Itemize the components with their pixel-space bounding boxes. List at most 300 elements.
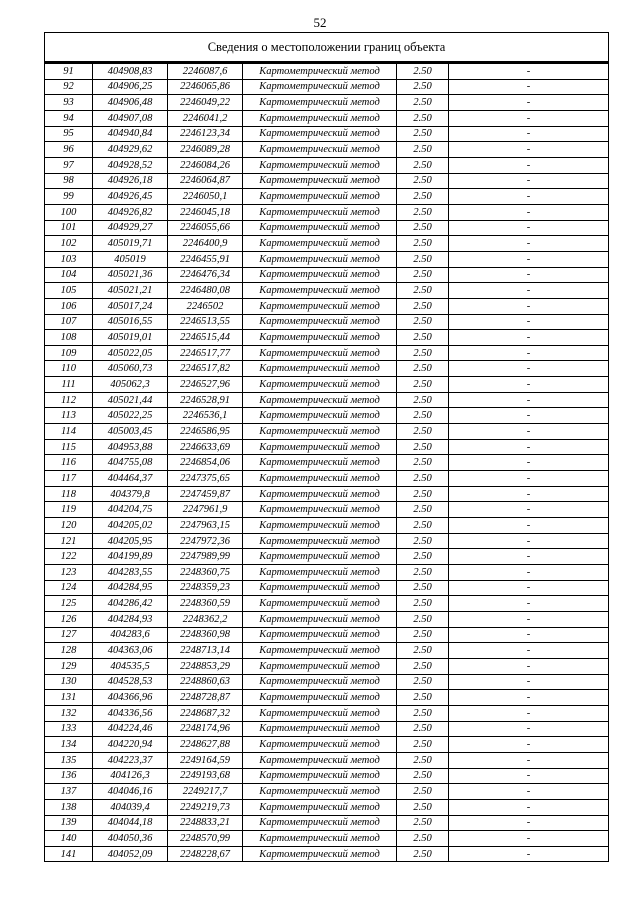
- point-number-cell: 139: [45, 815, 93, 831]
- description-cell: -: [449, 110, 609, 126]
- accuracy-cell: 2.50: [397, 204, 449, 220]
- y-coordinate-cell: 2246050,1: [168, 189, 243, 205]
- method-cell: Картометрический метод: [243, 611, 397, 627]
- table-row: [45, 189, 609, 205]
- method-cell: Картометрический метод: [243, 298, 397, 314]
- description-cell: -: [449, 784, 609, 800]
- x-coordinate-cell: 404926,18: [93, 173, 168, 189]
- y-coordinate-cell: 2249164,59: [168, 752, 243, 768]
- method-cell: Картометрический метод: [243, 737, 397, 753]
- description-cell: -: [449, 565, 609, 581]
- method-cell: Картометрический метод: [243, 502, 397, 518]
- description-cell: -: [449, 220, 609, 236]
- x-coordinate-cell: 404464,37: [93, 471, 168, 487]
- point-number-cell: 106: [45, 298, 93, 314]
- y-coordinate-cell: 2246513,55: [168, 314, 243, 330]
- point-number-cell: 92: [45, 79, 93, 95]
- y-coordinate-cell: 2246055,66: [168, 220, 243, 236]
- table-row: [45, 768, 609, 784]
- description-cell: -: [449, 502, 609, 518]
- accuracy-cell: 2.50: [397, 815, 449, 831]
- y-coordinate-cell: 2248359,23: [168, 580, 243, 596]
- x-coordinate-cell: 404286,42: [93, 596, 168, 612]
- x-coordinate-cell: 404205,95: [93, 533, 168, 549]
- description-cell: -: [449, 79, 609, 95]
- accuracy-cell: 2.50: [397, 658, 449, 674]
- y-coordinate-cell: 2246633,69: [168, 439, 243, 455]
- point-number-cell: 105: [45, 283, 93, 299]
- table-row: [45, 173, 609, 189]
- accuracy-cell: 2.50: [397, 345, 449, 361]
- table-row: [45, 283, 609, 299]
- table-row: [45, 611, 609, 627]
- table-row: [45, 408, 609, 424]
- method-cell: Картометрический метод: [243, 189, 397, 205]
- method-cell: Картометрический метод: [243, 674, 397, 690]
- accuracy-cell: 2.50: [397, 79, 449, 95]
- y-coordinate-cell: 2246480,08: [168, 283, 243, 299]
- point-number-cell: 120: [45, 518, 93, 534]
- method-cell: Картометрический метод: [243, 392, 397, 408]
- y-coordinate-cell: 2246049,22: [168, 95, 243, 111]
- description-cell: -: [449, 596, 609, 612]
- accuracy-cell: 2.50: [397, 799, 449, 815]
- table-title: Сведения о местоположении границ объекта: [45, 33, 609, 63]
- point-number-cell: 93: [45, 95, 93, 111]
- method-cell: Картометрический метод: [243, 157, 397, 173]
- description-cell: -: [449, 251, 609, 267]
- accuracy-cell: 2.50: [397, 611, 449, 627]
- method-cell: Картометрический метод: [243, 330, 397, 346]
- method-cell: Картометрический метод: [243, 408, 397, 424]
- point-number-cell: 102: [45, 236, 93, 252]
- table-row: [45, 439, 609, 455]
- method-cell: Картометрический метод: [243, 705, 397, 721]
- x-coordinate-cell: 404046,16: [93, 784, 168, 800]
- y-coordinate-cell: 2247375,65: [168, 471, 243, 487]
- x-coordinate-cell: 405016,55: [93, 314, 168, 330]
- accuracy-cell: 2.50: [397, 361, 449, 377]
- description-cell: -: [449, 831, 609, 847]
- accuracy-cell: 2.50: [397, 518, 449, 534]
- description-cell: -: [449, 799, 609, 815]
- x-coordinate-cell: 405019: [93, 251, 168, 267]
- accuracy-cell: 2.50: [397, 455, 449, 471]
- x-coordinate-cell: 405021,36: [93, 267, 168, 283]
- accuracy-cell: 2.50: [397, 63, 449, 80]
- y-coordinate-cell: 2246087,6: [168, 63, 243, 80]
- accuracy-cell: 2.50: [397, 690, 449, 706]
- description-cell: -: [449, 408, 609, 424]
- x-coordinate-cell: 404283,55: [93, 565, 168, 581]
- x-coordinate-cell: 404044,18: [93, 815, 168, 831]
- x-coordinate-cell: 404906,25: [93, 79, 168, 95]
- accuracy-cell: 2.50: [397, 314, 449, 330]
- description-cell: -: [449, 627, 609, 643]
- description-cell: -: [449, 658, 609, 674]
- accuracy-cell: 2.50: [397, 439, 449, 455]
- point-number-cell: 115: [45, 439, 93, 455]
- description-cell: -: [449, 345, 609, 361]
- point-number-cell: 118: [45, 486, 93, 502]
- accuracy-cell: 2.50: [397, 643, 449, 659]
- page-number: 52: [313, 15, 327, 30]
- method-cell: Картометрический метод: [243, 690, 397, 706]
- point-number-cell: 134: [45, 737, 93, 753]
- y-coordinate-cell: 2246045,18: [168, 204, 243, 220]
- description-cell: -: [449, 611, 609, 627]
- point-number-cell: 103: [45, 251, 93, 267]
- x-coordinate-cell: 404929,27: [93, 220, 168, 236]
- method-cell: Картометрический метод: [243, 596, 397, 612]
- y-coordinate-cell: 2246455,91: [168, 251, 243, 267]
- x-coordinate-cell: 404126,3: [93, 768, 168, 784]
- point-number-cell: 135: [45, 752, 93, 768]
- accuracy-cell: 2.50: [397, 486, 449, 502]
- description-cell: -: [449, 690, 609, 706]
- accuracy-cell: 2.50: [397, 705, 449, 721]
- table-row: [45, 142, 609, 158]
- y-coordinate-cell: 2246517,82: [168, 361, 243, 377]
- table-row: [45, 721, 609, 737]
- method-cell: Картометрический метод: [243, 799, 397, 815]
- point-number-cell: 94: [45, 110, 93, 126]
- x-coordinate-cell: 404336,56: [93, 705, 168, 721]
- accuracy-cell: 2.50: [397, 580, 449, 596]
- table-row: [45, 392, 609, 408]
- method-cell: Картометрический метод: [243, 267, 397, 283]
- y-coordinate-cell: 2247963,15: [168, 518, 243, 534]
- y-coordinate-cell: 2246536,1: [168, 408, 243, 424]
- x-coordinate-cell: 404926,45: [93, 189, 168, 205]
- table-row: [45, 784, 609, 800]
- accuracy-cell: 2.50: [397, 565, 449, 581]
- description-cell: -: [449, 815, 609, 831]
- point-number-cell: 129: [45, 658, 93, 674]
- method-cell: Картометрический метод: [243, 549, 397, 565]
- x-coordinate-cell: 404039,4: [93, 799, 168, 815]
- point-number-cell: 132: [45, 705, 93, 721]
- table-row: [45, 674, 609, 690]
- x-coordinate-cell: 405062,3: [93, 377, 168, 393]
- y-coordinate-cell: 2248687,32: [168, 705, 243, 721]
- table-row: [45, 815, 609, 831]
- method-cell: Картометрический метод: [243, 815, 397, 831]
- description-cell: -: [449, 173, 609, 189]
- point-number-cell: 95: [45, 126, 93, 142]
- y-coordinate-cell: 2246041,2: [168, 110, 243, 126]
- x-coordinate-cell: 404929,62: [93, 142, 168, 158]
- method-cell: Картометрический метод: [243, 518, 397, 534]
- x-coordinate-cell: 404050,36: [93, 831, 168, 847]
- table-row: [45, 95, 609, 111]
- x-coordinate-cell: 404907,08: [93, 110, 168, 126]
- method-cell: Картометрический метод: [243, 173, 397, 189]
- y-coordinate-cell: 2246586,95: [168, 424, 243, 440]
- description-cell: -: [449, 439, 609, 455]
- method-cell: Картометрический метод: [243, 126, 397, 142]
- table-row: [45, 110, 609, 126]
- y-coordinate-cell: 2249193,68: [168, 768, 243, 784]
- point-number-cell: 130: [45, 674, 93, 690]
- table-row: [45, 737, 609, 753]
- table-row: [45, 424, 609, 440]
- x-coordinate-cell: 404528,53: [93, 674, 168, 690]
- accuracy-cell: 2.50: [397, 298, 449, 314]
- method-cell: Картометрический метод: [243, 784, 397, 800]
- point-number-cell: 125: [45, 596, 93, 612]
- method-cell: Картометрический метод: [243, 627, 397, 643]
- table-row: [45, 236, 609, 252]
- point-number-cell: 131: [45, 690, 93, 706]
- description-cell: -: [449, 361, 609, 377]
- table-row: [45, 705, 609, 721]
- method-cell: Картометрический метод: [243, 345, 397, 361]
- table-row: [45, 471, 609, 487]
- description-cell: -: [449, 95, 609, 111]
- table-row: [45, 126, 609, 142]
- accuracy-cell: 2.50: [397, 846, 449, 862]
- method-cell: Картометрический метод: [243, 471, 397, 487]
- x-coordinate-cell: 405021,21: [93, 283, 168, 299]
- accuracy-cell: 2.50: [397, 142, 449, 158]
- x-coordinate-cell: 404224,46: [93, 721, 168, 737]
- y-coordinate-cell: 2246089,28: [168, 142, 243, 158]
- y-coordinate-cell: 2246527,96: [168, 377, 243, 393]
- y-coordinate-cell: 2248360,75: [168, 565, 243, 581]
- point-number-cell: 99: [45, 189, 93, 205]
- x-coordinate-cell: 404940,84: [93, 126, 168, 142]
- description-cell: -: [449, 392, 609, 408]
- method-cell: Картометрический метод: [243, 439, 397, 455]
- accuracy-cell: 2.50: [397, 126, 449, 142]
- accuracy-cell: 2.50: [397, 768, 449, 784]
- description-cell: -: [449, 236, 609, 252]
- accuracy-cell: 2.50: [397, 627, 449, 643]
- table-row: [45, 502, 609, 518]
- y-coordinate-cell: 2248360,59: [168, 596, 243, 612]
- accuracy-cell: 2.50: [397, 377, 449, 393]
- y-coordinate-cell: 2246517,77: [168, 345, 243, 361]
- method-cell: Картометрический метод: [243, 721, 397, 737]
- point-number-cell: 141: [45, 846, 93, 862]
- point-number-cell: 123: [45, 565, 93, 581]
- table-row: [45, 658, 609, 674]
- table-body: [45, 63, 609, 862]
- y-coordinate-cell: 2248360,98: [168, 627, 243, 643]
- x-coordinate-cell: 405003,45: [93, 424, 168, 440]
- description-cell: -: [449, 643, 609, 659]
- accuracy-cell: 2.50: [397, 95, 449, 111]
- description-cell: -: [449, 63, 609, 80]
- table-row: [45, 643, 609, 659]
- accuracy-cell: 2.50: [397, 330, 449, 346]
- method-cell: Картометрический метод: [243, 142, 397, 158]
- description-cell: -: [449, 705, 609, 721]
- accuracy-cell: 2.50: [397, 721, 449, 737]
- x-coordinate-cell: 404220,94: [93, 737, 168, 753]
- method-cell: Картометрический метод: [243, 455, 397, 471]
- description-cell: -: [449, 267, 609, 283]
- method-cell: Картометрический метод: [243, 643, 397, 659]
- method-cell: Картометрический метод: [243, 220, 397, 236]
- table-row: [45, 596, 609, 612]
- accuracy-cell: 2.50: [397, 173, 449, 189]
- table-row: [45, 455, 609, 471]
- table-row: [45, 63, 609, 80]
- point-number-cell: 128: [45, 643, 93, 659]
- method-cell: Картометрический метод: [243, 361, 397, 377]
- table-row: [45, 580, 609, 596]
- accuracy-cell: 2.50: [397, 220, 449, 236]
- accuracy-cell: 2.50: [397, 157, 449, 173]
- point-number-cell: 96: [45, 142, 93, 158]
- method-cell: Картометрический метод: [243, 251, 397, 267]
- description-cell: -: [449, 518, 609, 534]
- point-number-cell: 122: [45, 549, 93, 565]
- accuracy-cell: 2.50: [397, 110, 449, 126]
- y-coordinate-cell: 2246528,91: [168, 392, 243, 408]
- description-cell: -: [449, 737, 609, 753]
- y-coordinate-cell: 2248713,14: [168, 643, 243, 659]
- x-coordinate-cell: 404535,5: [93, 658, 168, 674]
- point-number-cell: 124: [45, 580, 93, 596]
- y-coordinate-cell: 2246515,44: [168, 330, 243, 346]
- y-coordinate-cell: 2248362,2: [168, 611, 243, 627]
- y-coordinate-cell: 2248860,63: [168, 674, 243, 690]
- table-row: [45, 220, 609, 236]
- point-number-cell: 119: [45, 502, 93, 518]
- y-coordinate-cell: 2248728,87: [168, 690, 243, 706]
- point-number-cell: 116: [45, 455, 93, 471]
- description-cell: -: [449, 549, 609, 565]
- description-cell: -: [449, 846, 609, 862]
- table-row: [45, 565, 609, 581]
- accuracy-cell: 2.50: [397, 392, 449, 408]
- y-coordinate-cell: 2246123,34: [168, 126, 243, 142]
- x-coordinate-cell: 404926,82: [93, 204, 168, 220]
- y-coordinate-cell: 2248853,29: [168, 658, 243, 674]
- x-coordinate-cell: 405017,24: [93, 298, 168, 314]
- accuracy-cell: 2.50: [397, 831, 449, 847]
- y-coordinate-cell: 2247961,9: [168, 502, 243, 518]
- accuracy-cell: 2.50: [397, 267, 449, 283]
- accuracy-cell: 2.50: [397, 784, 449, 800]
- method-cell: Картометрический метод: [243, 95, 397, 111]
- y-coordinate-cell: 2249219,73: [168, 799, 243, 815]
- point-number-cell: 136: [45, 768, 93, 784]
- x-coordinate-cell: 404379,8: [93, 486, 168, 502]
- description-cell: -: [449, 486, 609, 502]
- description-cell: -: [449, 298, 609, 314]
- accuracy-cell: 2.50: [397, 737, 449, 753]
- x-coordinate-cell: 404366,96: [93, 690, 168, 706]
- description-cell: -: [449, 126, 609, 142]
- y-coordinate-cell: 2249217,7: [168, 784, 243, 800]
- table-row: [45, 533, 609, 549]
- table-row: [45, 846, 609, 862]
- y-coordinate-cell: 2246854,06: [168, 455, 243, 471]
- point-number-cell: 100: [45, 204, 93, 220]
- table-row: [45, 831, 609, 847]
- x-coordinate-cell: 405019,01: [93, 330, 168, 346]
- point-number-cell: 101: [45, 220, 93, 236]
- x-coordinate-cell: 405019,71: [93, 236, 168, 252]
- point-number-cell: 114: [45, 424, 93, 440]
- point-number-cell: 126: [45, 611, 93, 627]
- description-cell: -: [449, 674, 609, 690]
- method-cell: Картометрический метод: [243, 377, 397, 393]
- method-cell: Картометрический метод: [243, 658, 397, 674]
- method-cell: Картометрический метод: [243, 63, 397, 80]
- method-cell: Картометрический метод: [243, 110, 397, 126]
- description-cell: -: [449, 424, 609, 440]
- point-number-cell: 104: [45, 267, 93, 283]
- method-cell: Картометрический метод: [243, 424, 397, 440]
- accuracy-cell: 2.50: [397, 752, 449, 768]
- x-coordinate-cell: 404908,83: [93, 63, 168, 80]
- y-coordinate-cell: 2246400,9: [168, 236, 243, 252]
- accuracy-cell: 2.50: [397, 424, 449, 440]
- description-cell: -: [449, 752, 609, 768]
- method-cell: Картометрический метод: [243, 831, 397, 847]
- accuracy-cell: 2.50: [397, 283, 449, 299]
- point-number-cell: 112: [45, 392, 93, 408]
- y-coordinate-cell: 2246476,34: [168, 267, 243, 283]
- description-cell: -: [449, 471, 609, 487]
- x-coordinate-cell: 404205,02: [93, 518, 168, 534]
- table-row: [45, 345, 609, 361]
- point-number-cell: 111: [45, 377, 93, 393]
- table-row: [45, 518, 609, 534]
- point-number-cell: 110: [45, 361, 93, 377]
- description-cell: -: [449, 721, 609, 737]
- accuracy-cell: 2.50: [397, 502, 449, 518]
- point-number-cell: 98: [45, 173, 93, 189]
- table-row: [45, 330, 609, 346]
- method-cell: Картометрический метод: [243, 533, 397, 549]
- x-coordinate-cell: 404755,08: [93, 455, 168, 471]
- description-cell: -: [449, 157, 609, 173]
- method-cell: Картометрический метод: [243, 283, 397, 299]
- table-row: [45, 377, 609, 393]
- table-title-row: [45, 33, 609, 63]
- point-number-cell: 121: [45, 533, 93, 549]
- point-number-cell: 97: [45, 157, 93, 173]
- description-cell: -: [449, 768, 609, 784]
- accuracy-cell: 2.50: [397, 674, 449, 690]
- x-coordinate-cell: 404928,52: [93, 157, 168, 173]
- accuracy-cell: 2.50: [397, 189, 449, 205]
- table-row: [45, 549, 609, 565]
- point-number-cell: 107: [45, 314, 93, 330]
- point-number-cell: 127: [45, 627, 93, 643]
- x-coordinate-cell: 404204,75: [93, 502, 168, 518]
- point-number-cell: 109: [45, 345, 93, 361]
- description-cell: -: [449, 142, 609, 158]
- accuracy-cell: 2.50: [397, 236, 449, 252]
- method-cell: Картометрический метод: [243, 204, 397, 220]
- method-cell: Картометрический метод: [243, 236, 397, 252]
- method-cell: Картометрический метод: [243, 752, 397, 768]
- point-number-cell: 108: [45, 330, 93, 346]
- table-row: [45, 157, 609, 173]
- table-row: [45, 799, 609, 815]
- accuracy-cell: 2.50: [397, 251, 449, 267]
- x-coordinate-cell: 404199,89: [93, 549, 168, 565]
- x-coordinate-cell: 404953,88: [93, 439, 168, 455]
- method-cell: Картометрический метод: [243, 768, 397, 784]
